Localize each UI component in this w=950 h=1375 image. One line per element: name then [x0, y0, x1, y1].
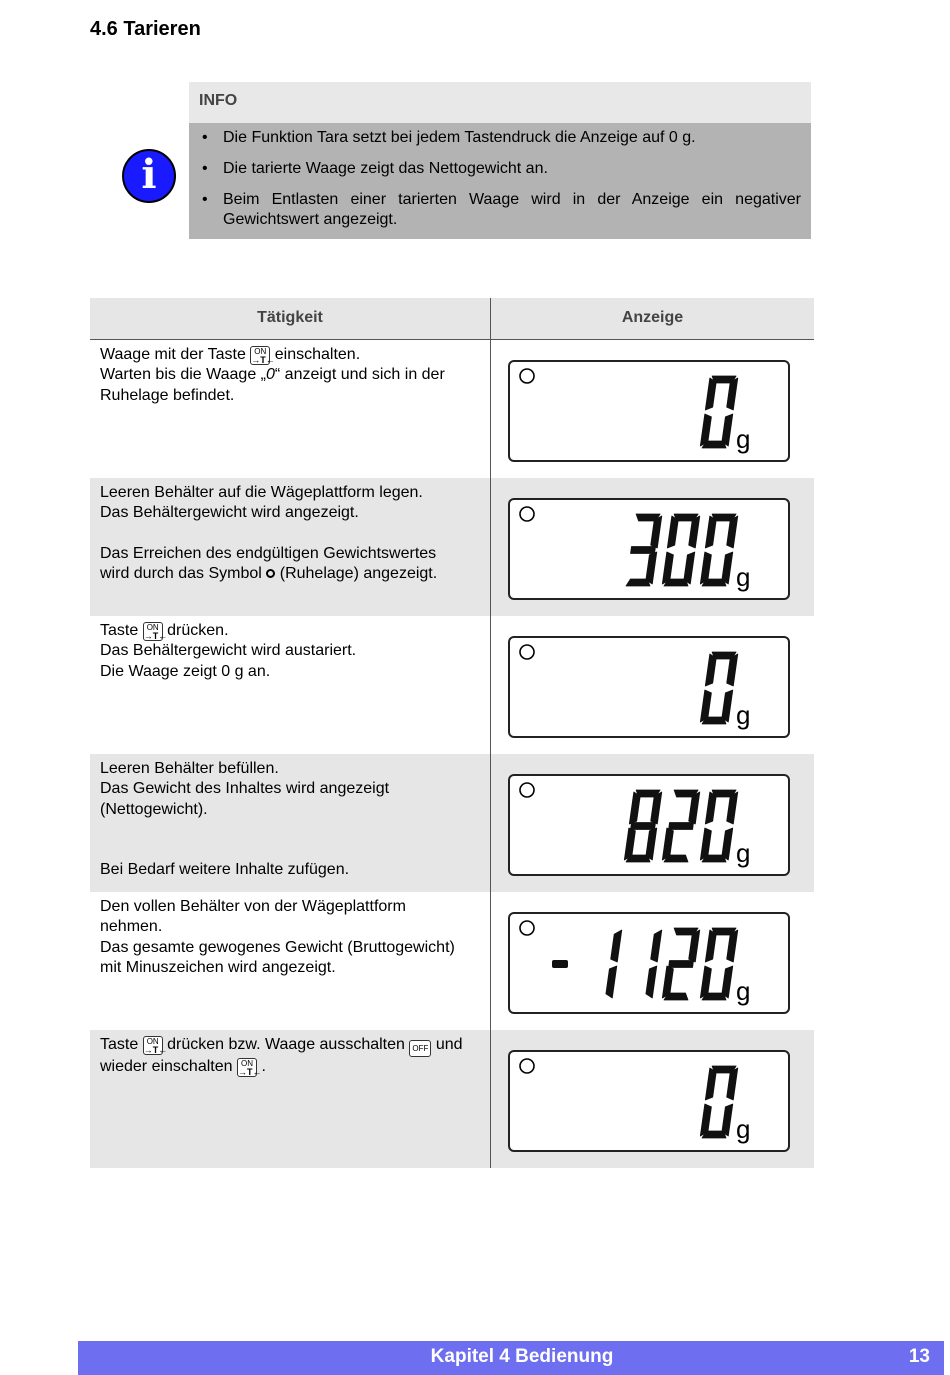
on-tare-key-icon: ON →T← [143, 623, 168, 641]
step-text: Das Gewicht des Inhaltes wird angezeigt [100, 780, 390, 798]
display-cell [491, 616, 814, 754]
page-number: 13 [908, 1346, 930, 1367]
step-text: Warten bis die Waage „ [100, 366, 266, 384]
table-row [90, 478, 814, 616]
info-label: INFO [189, 82, 811, 123]
step-text: Das Behältergewicht wird angezeigt. [100, 504, 359, 522]
step-text: (Ruhelage) angezeigt. [279, 564, 438, 582]
info-box [189, 82, 811, 239]
lcd-unit: g [736, 1114, 751, 1144]
lcd-readout [510, 914, 792, 1016]
step-text: einschalten. [274, 346, 361, 363]
step-text: wird durch das Symbol [100, 564, 262, 582]
on-tare-key-icon: ON →T← [251, 347, 275, 365]
section-title: 4.6 Tarieren [90, 18, 201, 40]
step-text: und [435, 1036, 463, 1053]
lcd-segment-f [667, 516, 678, 548]
off-key-icon: OFF [409, 1040, 431, 1057]
lcd-segment-g [631, 823, 656, 830]
display-cell [491, 1030, 814, 1168]
lcd-segment-f [629, 792, 640, 824]
lcd-digit [700, 652, 738, 724]
lcd-readout [510, 638, 792, 740]
step-text: mit Minuszeichen wird angezeigt. [100, 958, 336, 976]
lcd-digit [626, 514, 662, 586]
info-bullet: • Die tarierte Waage zeigt das Nettogewicht an. [199, 159, 801, 179]
lcd-segment-d [664, 993, 688, 1000]
step-text: nehmen. [100, 918, 163, 936]
stable-indicator-icon [520, 507, 534, 521]
zero-symbol: 0 [266, 366, 275, 384]
step-text: Taste [100, 1036, 139, 1053]
stable-indicator-icon [266, 569, 275, 578]
info-body [189, 123, 811, 239]
header-display: Anzeige [621, 309, 684, 326]
step-text: drücken bzw. Waage ausschalten [167, 1036, 405, 1053]
step-text: . [261, 1058, 266, 1075]
lcd-digit [700, 376, 738, 448]
lcd-segment-f [705, 654, 716, 686]
lcd-display [508, 1050, 790, 1152]
lcd-digit [700, 928, 738, 1000]
step-text: (Nettogewicht). [100, 800, 208, 818]
step-text: Das Erreichen des endgültigen Gewichtswertes [100, 544, 437, 562]
lcd-unit: g [736, 424, 751, 454]
step-text: drücken. [167, 622, 229, 639]
lcd-unit: g [736, 838, 751, 868]
lcd-segment-f [705, 792, 716, 824]
chapter-title: Kapitel 4 Bedienung [430, 1346, 614, 1367]
lcd-digit [700, 514, 738, 586]
lcd-segment-g [669, 823, 694, 830]
step-text: Die Waage zeigt 0 g an. [100, 662, 271, 680]
table-row [90, 754, 814, 892]
lcd-display [508, 636, 790, 738]
lcd-display [508, 360, 790, 462]
stable-indicator-icon [520, 645, 534, 659]
table-row [90, 340, 814, 478]
display-cell [491, 478, 814, 616]
lcd-unit: g [736, 700, 751, 730]
lcd-segment-g [631, 547, 656, 554]
stable-indicator-icon [520, 369, 534, 383]
activity-cell [90, 340, 491, 478]
lcd-segment-g [669, 961, 694, 968]
on-tare-key-icon: ON →T← [143, 1037, 168, 1055]
lcd-display [508, 498, 790, 600]
step-text: wieder einschalten [100, 1058, 233, 1075]
activity-cell [90, 754, 491, 892]
lcd-segment-c [606, 966, 617, 998]
steps-table [90, 298, 814, 1168]
on-tare-key-icon: ON →T← [237, 1059, 262, 1077]
lcd-segment-f [705, 930, 716, 962]
lcd-readout [510, 1052, 792, 1154]
lcd-segment-f [705, 1068, 716, 1100]
step-text: Das gesamte gewogenes Gewicht (Bruttogewicht) [100, 938, 455, 956]
table-row [90, 1030, 814, 1168]
lcd-digit [700, 790, 738, 862]
lcd-digit [646, 930, 662, 998]
lcd-segment-b [651, 930, 662, 962]
step-text: Waage mit der Taste [100, 346, 246, 363]
header-activity: Tätigkeit [90, 298, 491, 339]
lcd-segment-f [705, 378, 716, 410]
activity-cell [90, 616, 491, 754]
lcd-segment-d [664, 855, 688, 862]
lcd-digit [552, 960, 568, 968]
lcd-display [508, 912, 790, 1014]
step-text: Leeren Behälter auf die Wägeplattform legen. [100, 484, 423, 501]
page-footer [78, 1341, 944, 1375]
step-text: Den vollen Behälter von der Wägeplattform [100, 898, 406, 915]
activity-cell [90, 1030, 491, 1168]
display-cell [491, 340, 814, 478]
lcd-minus-sign [552, 960, 568, 968]
table-row [90, 616, 814, 754]
step-text: “ anzeigt und sich in der [274, 366, 445, 384]
step-text: Das Behältergewicht wird austariert. [100, 642, 357, 660]
lcd-digit [624, 790, 662, 862]
table-row [90, 892, 814, 1030]
lcd-digit [662, 514, 700, 586]
step-text: Ruhelage befindet. [100, 386, 235, 404]
lcd-digit [606, 930, 622, 998]
stable-indicator-icon [520, 783, 534, 797]
lcd-readout [510, 362, 792, 464]
step-text: Taste [100, 622, 139, 639]
stable-indicator-icon [520, 921, 534, 935]
activity-cell [90, 478, 491, 616]
lcd-readout [510, 500, 792, 602]
lcd-segment-c [646, 966, 657, 998]
info-icon: i [122, 149, 176, 203]
lcd-unit: g [736, 562, 751, 592]
table-header [90, 298, 814, 340]
display-cell [491, 754, 814, 892]
lcd-unit: g [736, 976, 751, 1006]
lcd-segment-b [611, 930, 622, 962]
display-cell [491, 892, 814, 1030]
info-bullet: • Die Funktion Tara setzt bei jedem Tastendruck die Anzeige auf 0 g. [199, 128, 801, 148]
lcd-display [508, 774, 790, 876]
activity-cell [90, 892, 491, 1030]
lcd-digit [700, 1066, 738, 1138]
info-bullet: • Beim Entlasten einer tarierten Waage wird in der Anzeige ein negativer Gewichtswert angezeigt. [199, 190, 801, 230]
step-text: Bei Bedarf weitere Inhalte zufügen. [100, 860, 350, 878]
step-text: Leeren Behälter befüllen. [100, 760, 279, 777]
lcd-digit [662, 928, 700, 1000]
stable-indicator-icon [520, 1059, 534, 1073]
lcd-segment-d [626, 579, 650, 586]
lcd-readout [510, 776, 792, 878]
lcd-segment-f [705, 516, 716, 548]
lcd-digit [662, 790, 700, 862]
